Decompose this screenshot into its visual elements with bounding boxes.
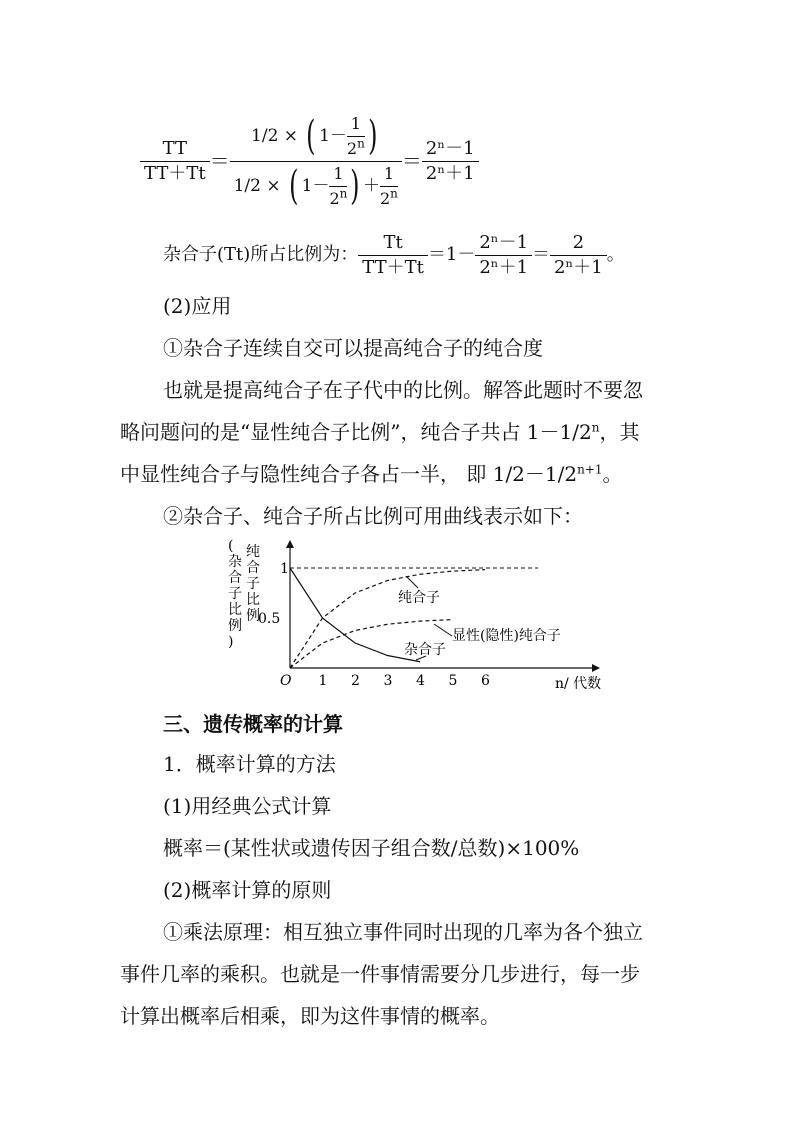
paragraph: ②杂合子、纯合子所占比例可用曲线表示如下： [163, 504, 583, 528]
paragraph: 计算出概率后相乘，即为这件事情的概率。 [120, 1004, 500, 1028]
paragraph: 概率＝(某性状或遗传因子组合数/总数)×100% [163, 836, 580, 860]
paragraph: ①乘法原理：相互独立事件同时出现的几率为各个独立 [163, 920, 643, 944]
paragraph: 1．概率计算的方法 [163, 752, 336, 776]
paragraph: (2)概率计算的原则 [163, 878, 332, 902]
fraction-result: $\frac{\text{2ⁿ－1}}{\text{2ⁿ＋1}}$ [422, 137, 479, 186]
fraction-tt-over-total [140, 137, 210, 186]
paragraph: ①杂合子连续自交可以提高纯合子的纯合度 [163, 336, 543, 360]
formula-1 [140, 96, 479, 226]
paragraph: (2)应用 [163, 294, 232, 318]
y-label-right-char: 比 [246, 592, 260, 608]
fraction-middle [230, 112, 402, 211]
numerator: TT [162, 137, 187, 159]
section-heading: 三、遗传概率的计算 [163, 712, 343, 736]
x-tick-label-3: 3 [383, 673, 393, 689]
series-label-3: 杂合子 [404, 642, 446, 658]
y-axis-labels [228, 538, 260, 650]
denominator: TT＋Tt [144, 162, 206, 184]
formula-2: 杂合子(Tt)所占比例为： $\frac{Tt}{TT+Tt}$ ＝1－ $\frac{\text{2ⁿ－1}}{\text{2ⁿ＋1}}$ ＝ $\frac{2}{\text{2ⁿ＋1}}$ 。 [163, 231, 625, 278]
y-label-left-char: 杂 [228, 554, 242, 570]
x-axis-label: n/ 代数 [555, 676, 602, 692]
series-line-3 [290, 568, 420, 662]
y-label-left-char: 合 [228, 570, 242, 586]
y-label-left-char: ( [228, 538, 234, 554]
y-label-right-char: 子 [246, 576, 260, 592]
paragraph: 也就是提高纯合子在子代中的比例。解答此题时不要忽 [163, 378, 643, 402]
series-label-1: 纯合子 [398, 590, 440, 606]
y-label-left-char: 子 [228, 586, 242, 602]
y-label-left-char: ) [228, 634, 234, 650]
paragraph: 略问题问的是“显性纯合子比例”，纯合子共占 $1-1/2^n$，其 [120, 420, 640, 444]
x-tick-label-5: 5 [448, 673, 458, 689]
y-label-left-char: 例 [228, 618, 242, 634]
equals: ＝ [401, 149, 422, 173]
x-tick-label-4: 4 [416, 673, 425, 689]
formula-2-prefix: 杂合子(Tt)所占比例为： [163, 244, 359, 265]
x-tick-label-2: 2 [351, 673, 360, 689]
x-axis-arrow [592, 664, 600, 672]
proportion-chart [220, 536, 620, 696]
paragraph: 中显性纯合子与隐性纯合子各占一半， 即 $1/2-1/2^{n+1}$。 [120, 462, 623, 486]
y-label-right-char: 纯 [246, 544, 260, 560]
y-label-left-char: 比 [228, 602, 242, 618]
y-tick-label-0-5: 0.5 [258, 611, 281, 627]
y-label-right-char: 合 [246, 560, 260, 576]
y-tick-label-1: 1 [280, 561, 289, 577]
x-tick-label-6: 6 [481, 673, 490, 689]
leader-line-2 [434, 624, 452, 636]
middle-denominator: 1/2 × ( 1－ $\frac{1}{2^n}$ ) ＋ $\frac{1}{2^n}$ [233, 163, 398, 209]
series-label-2: 显性(隐性)纯合子 [452, 628, 561, 644]
paragraph: (1)用经典公式计算 [163, 794, 332, 818]
x-tick-label-1: 1 [318, 673, 328, 689]
leader-line-1 [406, 576, 418, 588]
paragraph: 事件几率的乘积。也就是一件事情需要分几步进行，每一步 [120, 962, 640, 986]
middle-numerator: 1/2 × ( 1－ $\frac{1}{2^n}$ ) [251, 113, 378, 159]
y-label-right-char: 例 [246, 608, 260, 624]
series-line-1 [290, 570, 485, 668]
equals: ＝ [209, 149, 230, 173]
y-axis-arrow [286, 540, 294, 548]
origin-label: O [280, 673, 292, 689]
